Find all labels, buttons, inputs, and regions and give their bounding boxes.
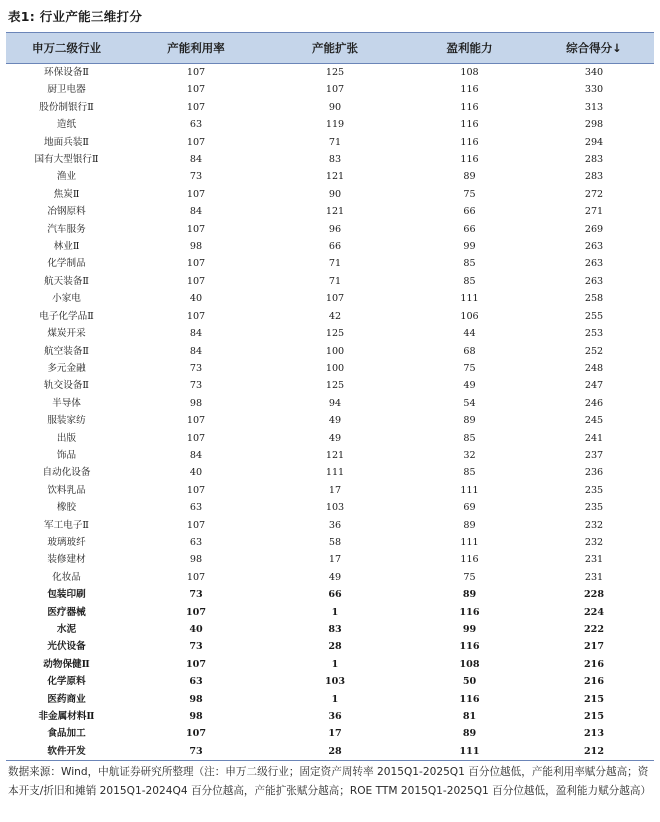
cell-score: 269 [584,223,604,235]
cell-industry: 渔业 [56,171,77,183]
cell-score: 212 [534,743,654,761]
cell-expansion: 121 [325,171,345,183]
table-row [6,308,654,325]
cell-profitability: 108 [460,67,479,78]
cell-industry: 水泥 [56,624,77,635]
cell-score: 272 [584,188,604,200]
cell-industry: 小家电 [52,293,81,305]
cell-score: 330 [584,84,604,96]
cell-industry: 装修建材 [47,554,86,566]
cell-utilization: 98 [189,241,203,253]
cell-profitability: 81 [462,711,477,723]
cell-expansion: 111 [325,467,345,479]
table-row [6,255,654,272]
cell-expansion: 121 [325,206,345,218]
cell-profitability: 32 [463,449,476,461]
cell-score: 213 [583,728,605,740]
cell-industry: 饰品 [56,449,77,461]
cell-profitability: 75 [463,571,476,583]
cell-expansion: 28 [328,641,342,653]
table-row [6,221,654,238]
cell-profitability: 44 [463,328,476,340]
cell-score: 263 [584,241,604,253]
cell-profitability: 89 [463,415,476,427]
table-row [6,343,654,360]
cell-score: 283 [584,171,604,183]
cell-profitability: 116 [459,641,480,653]
cell-score: 217 [583,641,605,653]
cell-utilization: 107 [186,136,206,148]
cell-utilization: 107 [186,310,206,322]
cell-profitability: 116 [460,119,479,131]
table-row [6,377,654,394]
cell-industry: 服装家纺 [47,415,86,427]
cell-profitability: 111 [460,484,479,496]
cell-utilization: 84 [189,154,203,166]
cell-profitability: 116 [459,693,480,705]
cell-profitability: 85 [463,467,476,479]
cell-industry: 化学原料 [47,676,86,688]
cell-expansion: 49 [328,415,342,427]
cell-industry: 光伏设备 [47,641,86,653]
table-body [6,64,654,761]
cell-expansion: 49 [328,432,342,444]
cell-expansion: 42 [328,310,342,322]
table-row [6,325,654,342]
cell-profitability: 116 [460,84,479,96]
cell-profitability: 66 [463,223,476,235]
cell-profitability: 66 [463,206,476,218]
cell-utilization: 107 [186,571,206,583]
cell-utilization: 84 [189,449,203,461]
cell-score: 263 [584,258,604,270]
cell-expansion: 71 [328,136,342,148]
cell-expansion: 125 [325,380,345,392]
table-row [6,447,654,464]
table-row [6,621,654,638]
cell-score: 263 [584,275,604,287]
cell-industry: 汽车服务 [47,223,86,235]
cell-industry: 军工电子Ⅱ [44,519,89,531]
cell-utilization: 98 [189,711,203,723]
cell-profitability: 116 [460,154,479,166]
table-row [6,81,654,98]
cell-utilization: 73 [189,641,203,653]
table-row [6,64,654,82]
table-row [6,656,654,673]
cell-score: 253 [584,328,604,340]
cell-industry: 股份制银行Ⅱ [39,101,94,113]
source-note: 数据来源：Wind，中航证券研究所整理（注：申万二级行业；固定资产周转率 2015Q1-2025Q1 百分位越低，产能利用率赋分越高；资本开支/折旧和摊销 2015Q1-2024Q4 百分位越高，产能扩张赋分越高；ROE TTM 2015Q1-2025Q1 百分位越低，盈利能力赋分越高） [8,766,652,797]
cell-industry: 化妆品 [52,571,81,583]
cell-utilization: 63 [189,676,203,688]
cell-utilization: 63 [189,536,203,548]
cell-industry: 电子化学品Ⅱ [39,310,94,322]
cell-expansion: 83 [328,624,342,635]
cell-utilization: 40 [189,293,203,305]
cell-industry: 林业Ⅱ [53,241,80,253]
cell-score: 340 [584,67,604,78]
table-row [6,534,654,551]
cell-expansion: 125 [325,67,345,78]
cell-score: 241 [584,432,604,444]
cell-utilization: 84 [189,345,203,357]
cell-utilization: 107 [186,223,206,235]
cell-profitability: 99 [462,624,477,635]
cell-score: 283 [584,154,604,166]
cell-utilization: 107 [185,658,207,670]
cell-utilization: 107 [185,728,207,740]
industry-score-table [6,32,654,761]
cell-profitability: 111 [405,743,534,761]
cell-profitability: 116 [460,136,479,148]
cell-expansion: 66 [328,241,342,253]
cell-utilization: 63 [189,502,203,514]
table-row [6,99,654,116]
cell-industry: 出版 [56,432,77,444]
cell-utilization: 107 [185,606,207,618]
cell-expansion: 71 [328,275,342,287]
cell-profitability: 75 [463,188,476,200]
header-utilization: 产能利用率 [127,33,265,64]
cell-expansion: 100 [325,345,345,357]
cell-expansion: 83 [328,154,342,166]
cell-profitability: 111 [460,536,479,548]
cell-score: 215 [583,711,605,723]
cell-industry: 医疗器械 [47,606,86,618]
cell-utilization: 107 [186,258,206,270]
cell-expansion: 90 [328,188,342,200]
cell-utilization: 73 [127,743,265,761]
table-row [6,412,654,429]
cell-profitability: 89 [462,728,477,740]
cell-profitability: 68 [463,345,476,357]
cell-utilization: 84 [189,328,203,340]
cell-utilization: 63 [189,119,203,131]
cell-utilization: 73 [189,171,203,183]
cell-industry: 厨卫电器 [47,84,86,96]
cell-expansion: 1 [331,606,339,618]
cell-utilization: 107 [186,432,206,444]
cell-profitability: 54 [463,397,476,409]
cell-utilization: 107 [186,519,206,531]
cell-expansion: 17 [328,554,342,566]
cell-expansion: 96 [328,223,342,235]
cell-utilization: 107 [186,484,206,496]
table-row [6,360,654,377]
cell-expansion: 58 [328,536,342,548]
cell-utilization: 98 [189,554,203,566]
cell-utilization: 40 [189,467,203,479]
table-row [6,551,654,568]
table-row [6,691,654,708]
cell-industry: 非金属材料Ⅱ [38,711,95,723]
cell-score: 255 [584,310,604,322]
cell-score: 232 [584,536,604,548]
cell-expansion: 107 [325,293,345,305]
cell-utilization: 107 [186,101,206,113]
cell-utilization: 84 [189,206,203,218]
table-row [6,238,654,255]
cell-industry: 软件开发 [6,743,127,761]
cell-expansion: 71 [328,258,342,270]
cell-industry: 煤炭开采 [47,328,86,340]
cell-profitability: 85 [463,258,476,270]
table-row [6,430,654,447]
cell-profitability: 116 [459,606,480,618]
header-profitability: 盈利能力 [405,33,534,64]
table-row [6,482,654,499]
cell-score: 228 [583,589,605,601]
cell-utilization: 107 [186,275,206,287]
cell-expansion: 103 [325,502,345,514]
cell-utilization: 107 [186,84,206,96]
cell-expansion: 107 [325,84,345,96]
cell-profitability: 99 [463,241,476,253]
cell-expansion: 94 [328,397,342,409]
cell-score: 232 [584,519,604,531]
cell-industry: 动物保健Ⅱ [43,658,90,670]
cell-profitability: 106 [460,310,479,322]
cell-score: 235 [584,502,604,514]
table-row [6,168,654,185]
cell-industry: 轨交设备Ⅱ [44,380,89,392]
cell-score: 216 [583,658,605,670]
header-score: 综合得分↓ [534,33,654,64]
cell-expansion: 17 [328,484,342,496]
cell-profitability: 108 [459,658,480,670]
cell-profitability: 89 [463,171,476,183]
table-row [6,604,654,621]
cell-industry: 包装印刷 [47,589,86,601]
cell-utilization: 107 [186,188,206,200]
cell-industry: 焦炭Ⅱ [53,188,80,200]
cell-utilization: 73 [189,380,203,392]
cell-industry: 多元金融 [47,362,86,374]
cell-profitability: 49 [463,380,476,392]
cell-expansion: 100 [325,362,345,374]
table-row [6,203,654,220]
cell-score: 246 [584,397,604,409]
header-expansion: 产能扩张 [265,33,405,64]
cell-profitability: 69 [463,502,476,514]
table-row [6,395,654,412]
cell-score: 235 [584,484,604,496]
table-caption: 表1: 行业产能三维打分 [8,9,143,24]
table-row [6,708,654,725]
cell-utilization: 40 [189,624,203,635]
cell-industry: 航天装备Ⅱ [44,275,89,287]
cell-score: 247 [584,380,604,392]
cell-expansion: 1 [331,693,339,705]
cell-utilization: 98 [189,397,203,409]
cell-score: 248 [584,362,604,374]
table-header-row [6,33,654,64]
cell-score: 252 [584,345,604,357]
cell-score: 245 [584,415,604,427]
table-row [6,725,654,742]
cell-industry: 半导体 [52,397,81,409]
cell-profitability: 75 [463,362,476,374]
table-row [6,116,654,133]
cell-score: 216 [583,676,605,688]
cell-score: 231 [584,571,604,583]
cell-score: 215 [583,693,605,705]
cell-industry: 环保设备Ⅱ [44,67,89,78]
cell-expansion: 28 [265,743,405,761]
cell-expansion: 103 [324,676,346,688]
cell-expansion: 121 [325,449,345,461]
cell-industry: 地面兵装Ⅱ [44,136,89,148]
cell-expansion: 119 [325,119,345,131]
table-row [6,586,654,603]
table-row [6,273,654,290]
cell-industry: 国有大型银行Ⅱ [34,154,99,166]
cell-score: 271 [584,206,604,218]
cell-profitability: 85 [463,432,476,444]
cell-score: 231 [584,554,604,566]
cell-expansion: 1 [331,658,339,670]
cell-profitability: 111 [460,293,479,305]
table-row [6,464,654,481]
table-row [6,290,654,307]
table-row [6,134,654,151]
table-row [6,638,654,655]
cell-score: 224 [583,606,605,618]
table-row [6,151,654,168]
cell-industry: 饮料乳品 [47,484,86,496]
cell-expansion: 49 [328,571,342,583]
table-row [6,517,654,534]
cell-profitability: 116 [460,554,479,566]
score-table-container [6,32,654,761]
cell-score: 258 [584,293,604,305]
cell-profitability: 116 [460,101,479,113]
cell-industry: 橡胶 [56,502,77,514]
cell-expansion: 36 [328,519,342,531]
cell-utilization: 107 [186,415,206,427]
cell-industry: 化学制品 [47,258,86,270]
cell-score: 222 [583,624,605,635]
cell-profitability: 89 [463,519,476,531]
cell-profitability: 50 [462,676,477,688]
cell-score: 237 [584,449,604,461]
cell-score: 313 [584,101,604,113]
cell-industry: 医药商业 [47,693,86,705]
cell-expansion: 17 [328,728,342,740]
cell-utilization: 73 [189,362,203,374]
cell-industry: 航空装备Ⅱ [44,345,89,357]
cell-expansion: 66 [328,589,342,601]
cell-industry: 造纸 [56,119,77,131]
cell-industry: 食品加工 [47,728,86,740]
cell-utilization: 98 [189,693,203,705]
cell-industry: 自动化设备 [42,467,91,479]
table-row [6,569,654,586]
header-industry: 申万二级行业 [6,33,127,64]
cell-score: 236 [584,467,604,479]
table-row [6,673,654,690]
cell-profitability: 85 [463,275,476,287]
cell-utilization: 73 [189,589,203,601]
cell-profitability: 89 [462,589,477,601]
cell-score: 294 [584,136,604,148]
cell-expansion: 90 [328,101,342,113]
table-row [6,186,654,203]
cell-expansion: 125 [325,328,345,340]
table-row [6,743,654,761]
cell-score: 298 [584,119,604,131]
table-row [6,499,654,516]
cell-expansion: 36 [328,711,342,723]
cell-industry: 冶钢原料 [47,206,86,218]
cell-industry: 玻璃玻纤 [47,536,86,548]
cell-utilization: 107 [186,67,206,78]
